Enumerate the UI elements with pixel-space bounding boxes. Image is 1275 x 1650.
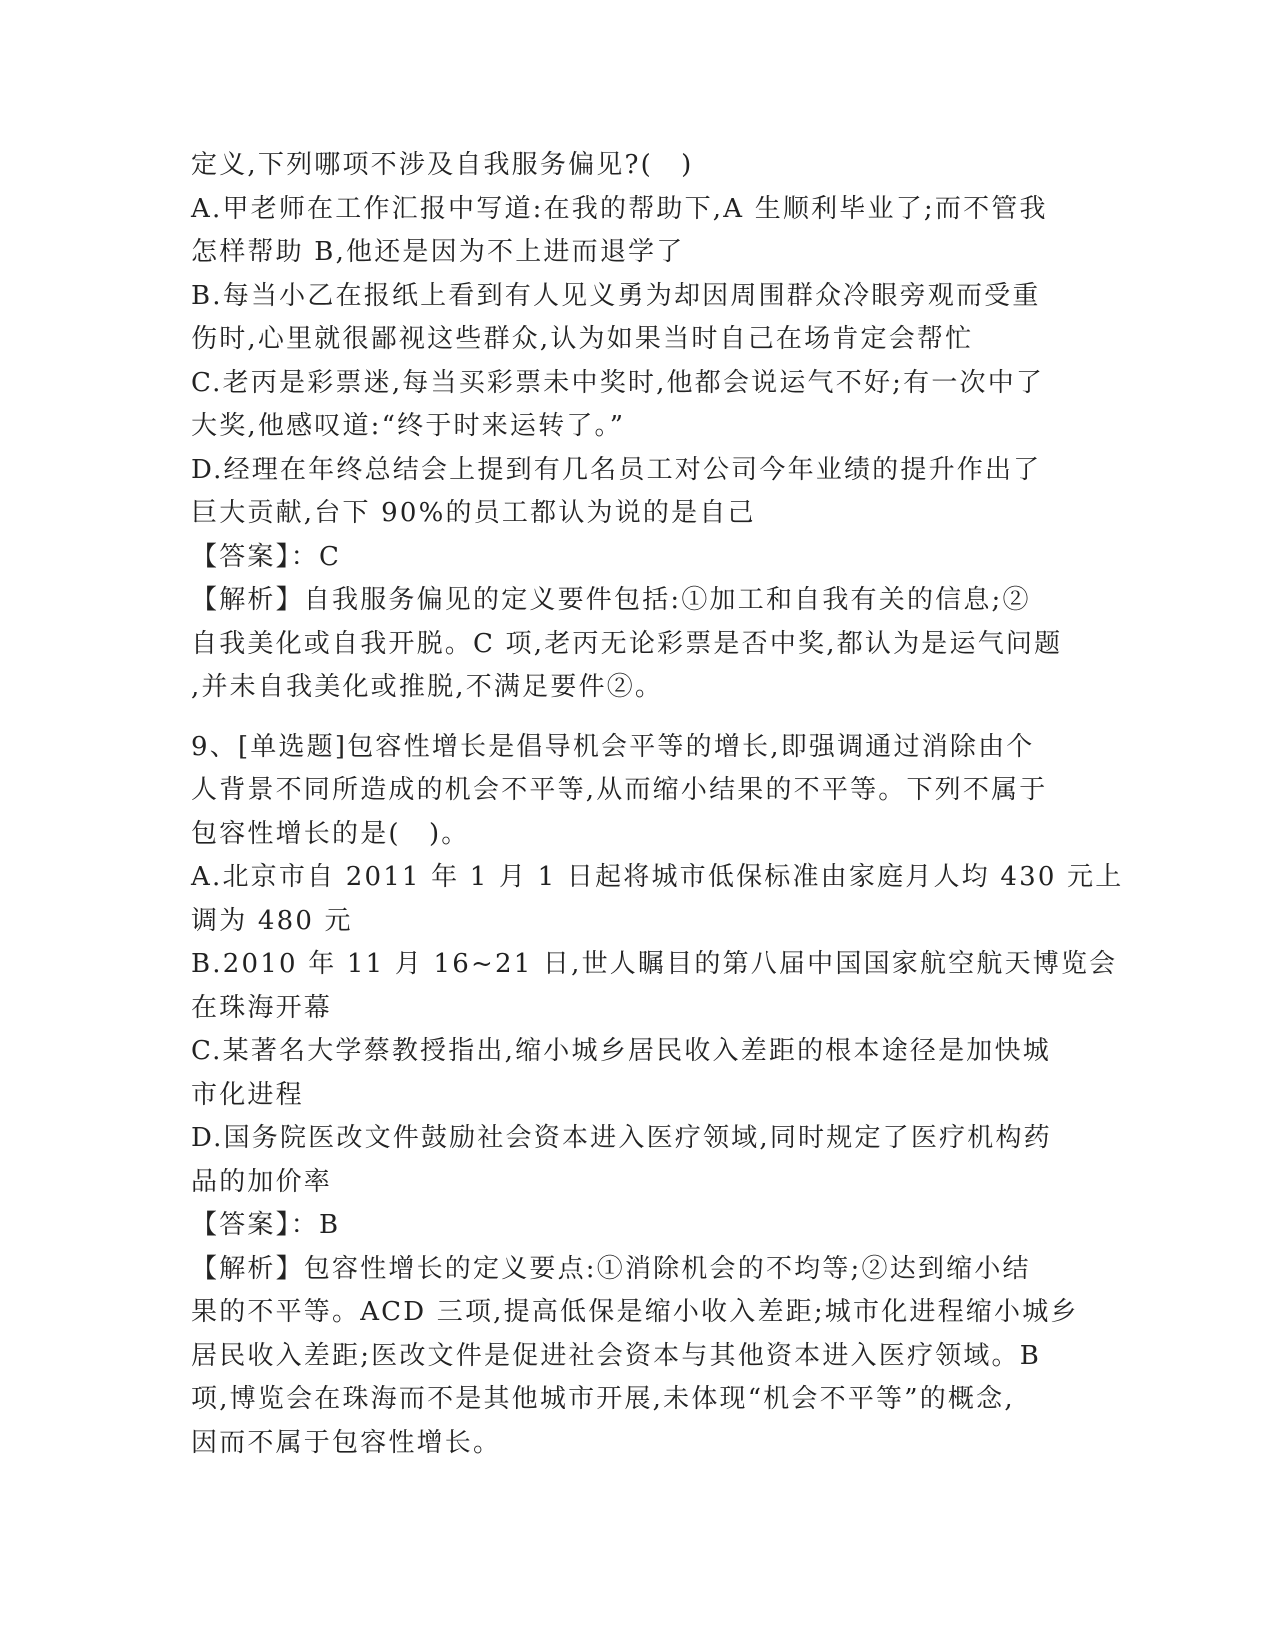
option-line: D.国务院医改文件鼓励社会资本进入医疗领域,同时规定了医疗机构药 — [191, 1123, 1052, 1153]
option-line: 在珠海开幕 — [191, 992, 333, 1023]
stem-line: 9、[单选题]包容性增长是倡导机会平等的增长,即强调通过消除由个 — [191, 731, 1035, 762]
analysis-line: 因而不属于包容性增长。 — [191, 1427, 502, 1458]
option-line: B.每当小乙在报纸上看到有人见义勇为却因周围群众冷眼旁观而受重 — [191, 280, 1041, 311]
analysis-line: 果的不平等。ACD 三项,提高低保是缩小收入差距;城市化进程缩小城乡 — [191, 1297, 1079, 1327]
option-line: A.北京市自 2011 年 1 月 1 日起将城市低保标准由家庭月人均 430 元上 — [191, 862, 1124, 892]
analysis-line: 自我美化或自我开脱。C 项,老丙无论彩票是否中奖,都认为是运气问题 — [191, 628, 1063, 659]
question-9-option-b — [191, 943, 1118, 1030]
question-8-option-b — [191, 275, 1081, 362]
analysis-line: 居民收入差距;医改文件是促进社会资本与其他资本进入医疗领域。B — [191, 1340, 1042, 1371]
option-line: 大奖,他感叹道:“终于时来运转了。” — [191, 411, 626, 441]
document-content — [191, 144, 1124, 1465]
option-line: A.甲老师在工作汇报中写道:在我的帮助下,A 生顺利毕业了;而不管我 — [191, 193, 1048, 224]
question-8-analysis — [191, 579, 1081, 710]
question-8-option-a — [191, 188, 1081, 275]
option-line: B.2010 年 11 月 16~21 日,世人瞩目的第八届中国国家航空航天博览会 — [191, 949, 1118, 979]
question-9-stem — [191, 726, 1081, 857]
stem-line: 人背景不同所造成的机会不平等,从而缩小结果的不平等。下列不属于 — [191, 775, 1048, 805]
question-8-option-d — [191, 449, 1081, 536]
option-line: 品的加价率 — [191, 1166, 333, 1197]
question-9-answer: 【答案】：B — [191, 1210, 341, 1240]
question-8-stem-tail: 定义,下列哪项不涉及自我服务偏见?( ) — [191, 150, 694, 180]
option-line: 调为 480 元 — [191, 905, 353, 936]
analysis-line: 项,博览会在珠海而不是其他城市开展,未体现“机会不平等”的概念, — [191, 1384, 1015, 1414]
analysis-line: 【解析】包容性增长的定义要点:①消除机会的不均等;②达到缩小结 — [191, 1253, 1031, 1284]
section-gap — [191, 710, 1081, 726]
analysis-line: ,并未自我美化或推脱,不满足要件②。 — [191, 672, 664, 702]
stem-line: 包容性增长的是( )。 — [191, 818, 470, 849]
option-line: 市化进程 — [191, 1079, 304, 1110]
option-line: 伤时,心里就很鄙视这些群众,认为如果当时自己在场肯定会帮忙 — [191, 324, 974, 354]
question-9-option-d — [191, 1117, 1081, 1204]
option-line: 怎样帮助 B,他还是因为不上进而退学了 — [191, 237, 685, 267]
analysis-line: 【解析】自我服务偏见的定义要件包括:①加工和自我有关的信息;② — [191, 585, 1031, 615]
option-line: C.某著名大学蔡教授指出,缩小城乡居民收入差距的根本途径是加快城 — [191, 1036, 1051, 1066]
question-8-option-c — [191, 362, 1081, 449]
question-9-option-c — [191, 1030, 1081, 1117]
question-9-section — [191, 726, 1124, 1466]
option-line: 巨大贡献,台下 90%的员工都认为说的是自己 — [191, 498, 756, 528]
question-8-answer: 【答案】：C — [191, 541, 342, 572]
option-line: C.老丙是彩票迷,每当买彩票未中奖时,他都会说运气不好;有一次中了 — [191, 367, 1045, 398]
question-8-section — [191, 144, 1081, 710]
question-9-option-a — [191, 856, 1124, 943]
option-line: D.经理在年终总结会上提到有几名员工对公司今年业绩的提升作出了 — [191, 454, 1042, 485]
question-9-analysis — [191, 1248, 1081, 1466]
